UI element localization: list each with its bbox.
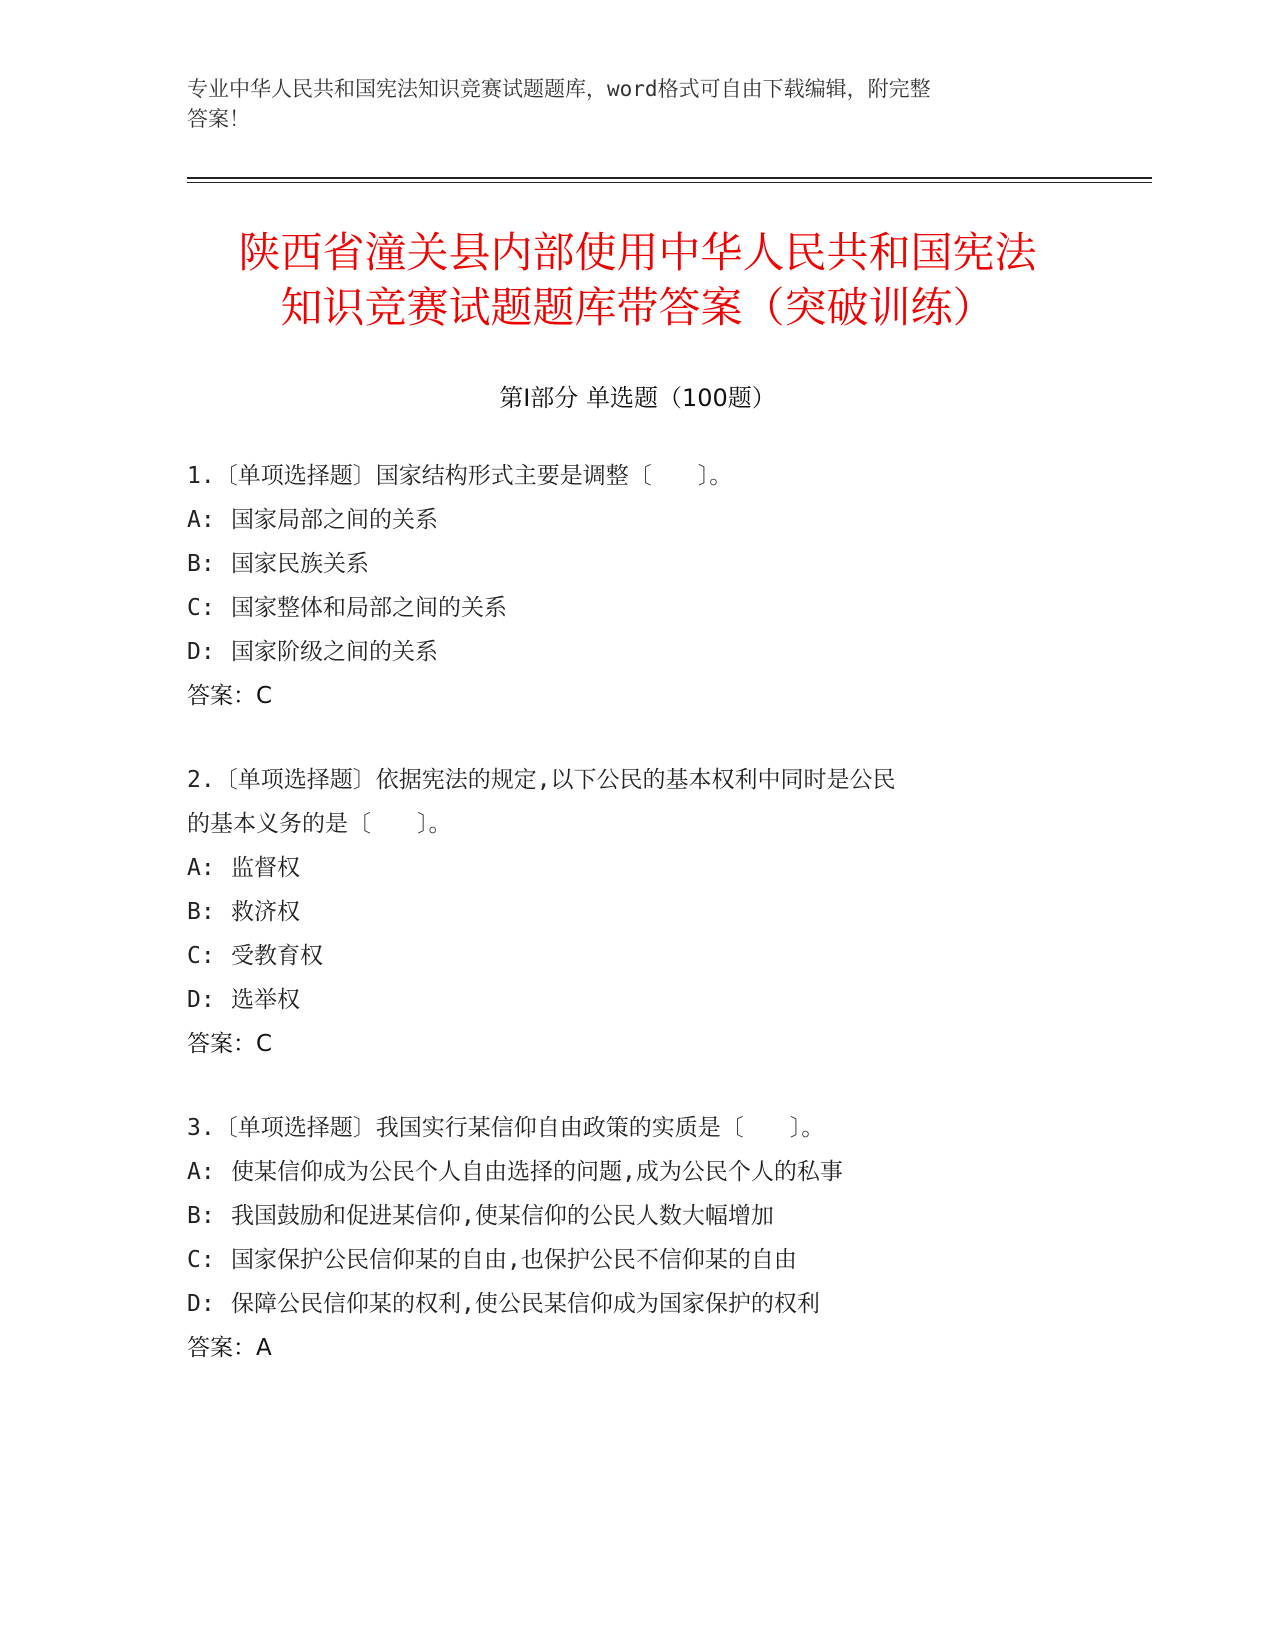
question-stem: 3.〔单项选择题〕我国实行某信仰自由政策的实质是〔 〕。 xyxy=(187,1115,825,1141)
option-text: 使某信仰成为公民个人自由选择的问题,成为公民个人的私事 xyxy=(231,1159,843,1185)
answer: 答案：C xyxy=(187,1031,273,1057)
document-title-line1: 陕西省潼关县内部使用中华人民共和国宪法 xyxy=(238,228,1037,277)
header-divider-thick xyxy=(187,177,1152,179)
option-letter: A: xyxy=(187,507,215,533)
header-note-line1: 专业中华人民共和国宪法知识竞赛试题题库，word格式可自由下载编辑，附完整 xyxy=(187,77,931,101)
option-letter: D: xyxy=(187,639,215,665)
question-1 xyxy=(187,454,1087,718)
option-a xyxy=(187,1150,1087,1194)
question-stem-line2: 的基本义务的是〔 〕。 xyxy=(187,811,452,837)
answer: 答案：A xyxy=(187,1335,272,1361)
option-letter: B: xyxy=(187,551,215,577)
option-text: 救济权 xyxy=(231,899,300,925)
option-text: 国家局部之间的关系 xyxy=(231,507,438,533)
option-text: 选举权 xyxy=(231,987,300,1013)
option-d xyxy=(187,630,1087,674)
answer: 答案：C xyxy=(187,683,273,709)
option-text: 监督权 xyxy=(231,855,300,881)
option-text: 国家民族关系 xyxy=(231,551,369,577)
option-letter: B: xyxy=(187,1203,215,1229)
option-text: 国家保护公民信仰某的自由,也保护公民不信仰某的自由 xyxy=(231,1247,797,1273)
document-title xyxy=(150,225,1125,335)
option-letter: C: xyxy=(187,595,215,621)
option-c xyxy=(187,1238,1087,1282)
question-stem-line1: 2.〔单项选择题〕依据宪法的规定,以下公民的基本权利中同时是公民 xyxy=(187,767,896,793)
option-c xyxy=(187,586,1087,630)
option-b xyxy=(187,542,1087,586)
header-note-line2: 答案！ xyxy=(187,107,250,131)
option-letter: A: xyxy=(187,1159,215,1185)
document-title-line2: 知识竞赛试题题库带答案（突破训练） xyxy=(280,283,995,332)
option-b xyxy=(187,1194,1087,1238)
option-text: 国家整体和局部之间的关系 xyxy=(231,595,507,621)
option-letter: D: xyxy=(187,1291,215,1317)
header-divider-thin xyxy=(187,182,1152,183)
option-text: 受教育权 xyxy=(231,943,323,969)
question-2 xyxy=(187,758,1087,1066)
option-letter: D: xyxy=(187,987,215,1013)
option-letter: C: xyxy=(187,943,215,969)
option-a xyxy=(187,846,1087,890)
option-text: 国家阶级之间的关系 xyxy=(231,639,438,665)
option-text: 保障公民信仰某的权利,使公民某信仰成为国家保护的权利 xyxy=(231,1291,820,1317)
option-letter: A: xyxy=(187,855,215,881)
option-b xyxy=(187,890,1087,934)
option-text: 我国鼓励和促进某信仰,使某信仰的公民人数大幅增加 xyxy=(231,1203,774,1229)
option-letter: B: xyxy=(187,899,215,925)
option-a xyxy=(187,498,1087,542)
option-d xyxy=(187,978,1087,1022)
section-heading: 第Ⅰ部分 单选题（100题） xyxy=(499,384,776,412)
question-stem: 1.〔单项选择题〕国家结构形式主要是调整〔 〕。 xyxy=(187,463,733,489)
header-note xyxy=(187,74,1067,134)
option-d xyxy=(187,1282,1087,1326)
option-c xyxy=(187,934,1087,978)
question-3 xyxy=(187,1106,1087,1370)
option-letter: C: xyxy=(187,1247,215,1273)
